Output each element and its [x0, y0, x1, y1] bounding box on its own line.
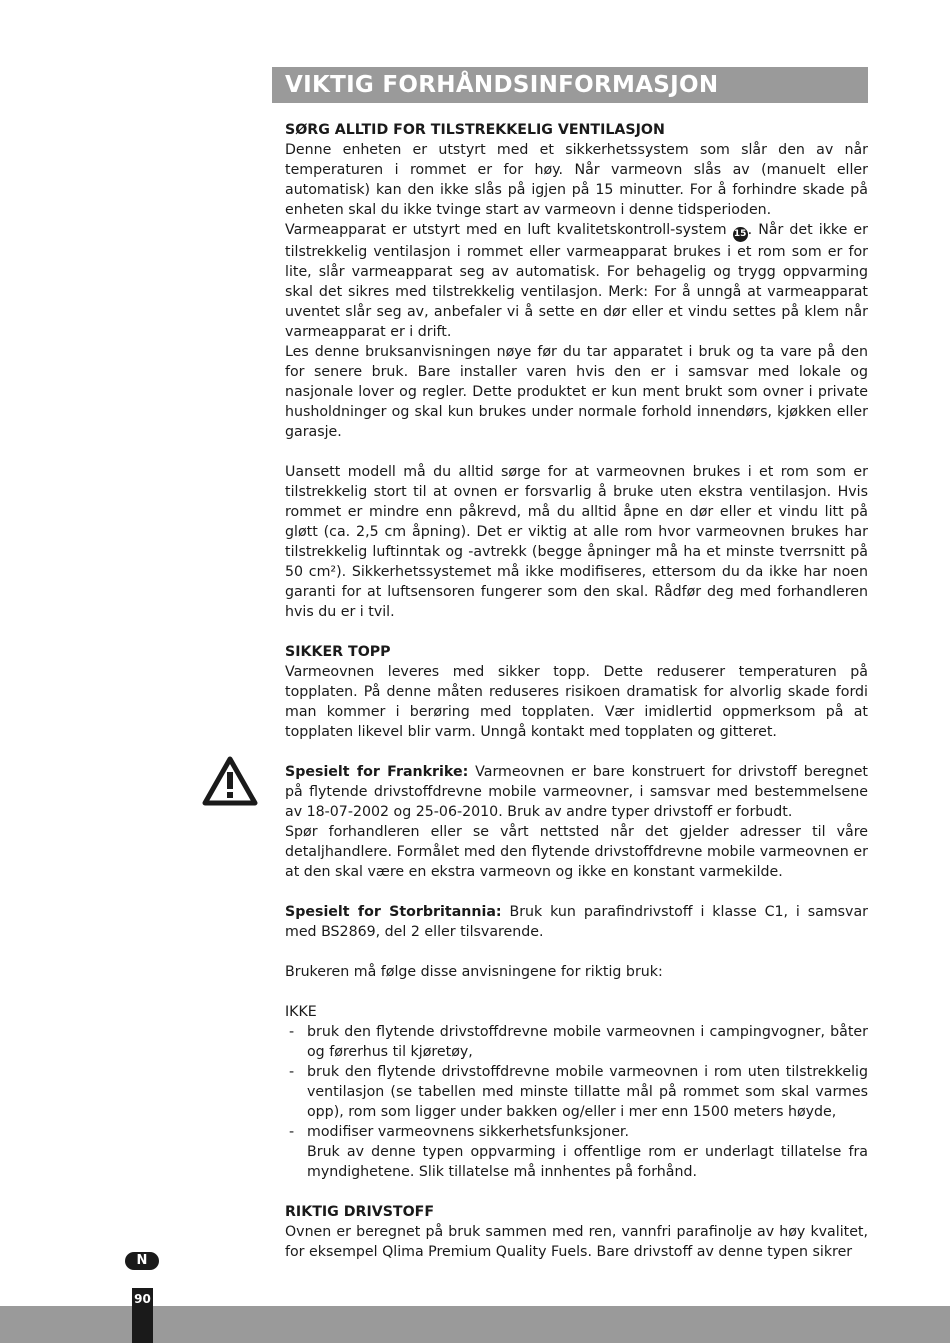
paragraph: Ovnen er beregnet på bruk sammen med ren, vannfri parafinolje av høy kvalitet, for eksempel Qlima Premium Quality Fuels. Bare drivstoff av denne typen sikrer — [285, 1224, 868, 1260]
circled-number-icon: 15 — [733, 227, 748, 242]
heading-ventilation: SØRG ALLTID FOR TILSTREKKELIG VENTILASJON — [285, 122, 665, 138]
page-number: 90 — [134, 1292, 151, 1306]
warning-triangle-icon — [202, 756, 258, 806]
paragraph: Les denne bruksanvisningen nøye før du tar apparatet i bruk og ta vare på den for senere bruk. Bare installer varen hvis den er i samsvar med lokale og nasjonale lover og regler. Dette produktet er kun ment brukt som ovner i private husholdninger og skal kun brukes under normale forhold innendørs, kjøkken eller garasje. — [285, 344, 868, 440]
section-title-bar — [272, 67, 868, 103]
list-item: - bruk den flytende drivstoffdrevne mobile varmeovnen i rom uten tilstrekkelig ventilasjon (se tabellen med minste tillatte mål på rommet som skal varmes opp), rom som ligger under bakken og/eller i mer enn 1500 meters høyde, — [289, 1064, 868, 1120]
list-item: - bruk den flytende drivstoffdrevne mobile varmeovnen i campingvogner, båter og førerhus til kjøretøy, — [289, 1024, 868, 1060]
heading-safe-top: SIKKER TOPP — [285, 644, 391, 660]
heading-fuel: RIKTIG DRIVSTOFF — [285, 1204, 435, 1220]
rules-label: IKKE — [285, 1004, 317, 1020]
rules-intro: Brukeren må følge disse anvisningene for riktig bruk: — [285, 964, 663, 980]
paragraph: Denne enheten er utstyrt med et sikkerhetssystem som slår den av når temperaturen i rommet er for høy. Når varmeovn slås av (manuelt eller automatisk) kan den ikke slås på igjen på 15 minutter. For å forhindre skade på enheten skal du ikke tvinge start av varmeovn i denne tidsperioden. — [285, 142, 868, 218]
main-content — [285, 120, 868, 1262]
list-item: - modifiser varmeovnens sikkerhetsfunksjoner. — [289, 1124, 629, 1140]
page-number-box — [132, 1288, 153, 1343]
rules-note: Bruk av denne typen oppvarming i offentlige rom er underlagt tillatelse fra myndighetene. Slik tillatelse må innhentes på forhånd. — [307, 1144, 868, 1180]
paragraph: Varmeapparat er utstyrt med en luft kvalitetskontroll-system 15. Når det ikke er tilstrekkelig ventilasjon i rommet eller varmeapparat brukes i et rom som er for lite, slår varmeapparat seg av automatisk. For behagelig og trygg oppvarming skal det sikres med tilstrekkelig ventilasjon. Merk: For å unngå at varmeapparat uventet slår seg av, anbefaler vi å sette en dør eller et vindu settes på klem når varmeapparat er i drift. — [285, 222, 868, 340]
paragraph-france: Spesielt for Frankrike: Varmeovnen er bare konstruert for drivstoff beregnet på flytende drivstoffdrevne mobile varmeovner, i samsvar med bestemmelsene av 18-07-2002 og 25-06-2010. Bruk av andre typer drivstoff er forbudt. — [285, 764, 868, 820]
page-title: VIKTIG FORHÅNDSINFORMASJON — [285, 72, 719, 98]
rules-list — [285, 1022, 868, 1142]
paragraph: Spør forhandleren eller se vårt nettsted når det gjelder adresser til våre detaljhandlere. Formålet med den flytende drivstoffdrevne mobile varmeovnen er at den skal være en ekstra varmeovn og ikke en konstant varmekilde. — [285, 824, 868, 880]
paragraph: Uansett modell må du alltid sørge for at varmeovnen brukes i et rom som er tilstrekkelig stort til at ovnen er forsvarlig å bruke uten ekstra ventilasjon. Hvis rommet er mindre enn påkrevd, må du alltid åpne en dør eller et vindu litt på gløtt (ca. 2,5 cm åpning). Det er viktig at alle rom hvor varmeovnen brukes har tilstrekkelig luftinntak og -avtrekk (begge åpninger må ha et minste tverrsnitt på 50 cm²). Sikkerhetssystemet må ikke modifiseres, ettersom du da ikke har noen garanti for at luftsensoren fungerer som den skal. Rådfør deg med forhandleren hvis du er i tvil. — [285, 464, 868, 620]
paragraph: Varmeovnen leveres med sikker topp. Dette reduserer temperaturen på topplaten. På denne måten reduseres risikoen dramatisk for alvorlig skade fordi man kommer i berøring med topplaten. Vær imidlertid oppmerksom på at topplaten likevel blir varm. Unngå kontakt med topplaten og gitteret. — [285, 664, 868, 740]
paragraph-uk: Spesielt for Storbritannia: Bruk kun parafindrivstoff i klasse C1, i samsvar med BS2869, del 2 eller tilsvarende. — [285, 904, 868, 940]
language-badge: N — [125, 1252, 159, 1270]
